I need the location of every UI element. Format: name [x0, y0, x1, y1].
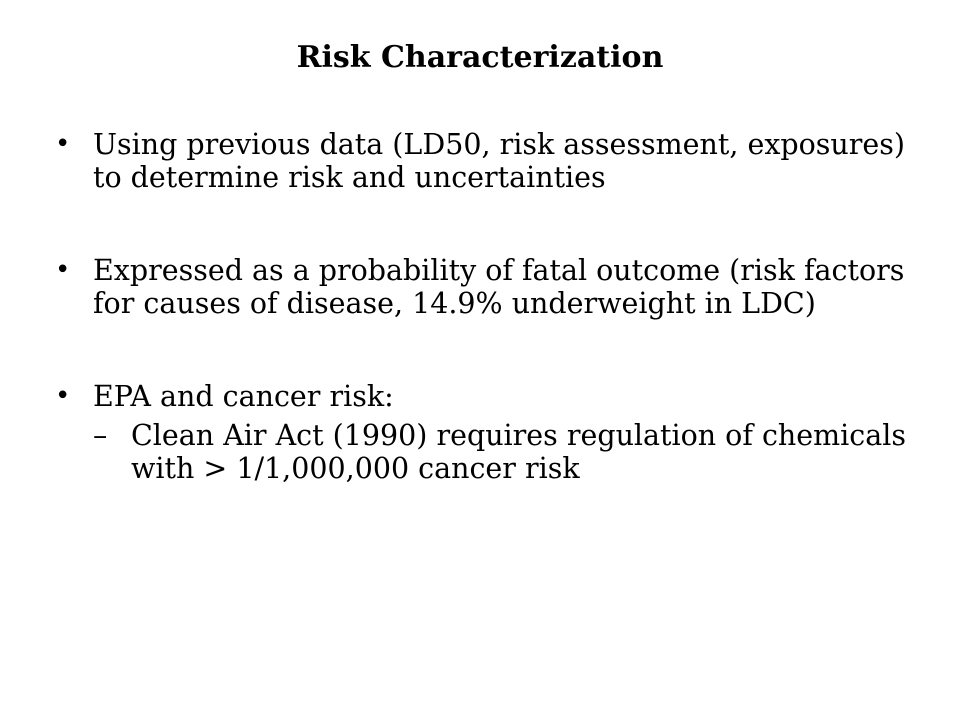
- bullet-text: Using previous data (LD50, risk assessment, exposures) to determine risk and uncertainties: [93, 128, 906, 194]
- sub-bullet-item-clean-air-act: [93, 419, 915, 485]
- bullet-marker: •: [55, 381, 71, 411]
- sub-bullet-list: [93, 419, 915, 485]
- slide-title: Risk Characterization: [296, 40, 664, 75]
- sub-bullet-text: Clean Air Act (1990) requires regulation of chemicals with > 1/1,000,000 cancer risk: [131, 419, 906, 485]
- bullet-item-epa-cancer-risk: [55, 380, 915, 485]
- bullet-item-probability: [55, 254, 915, 320]
- bullet-text: EPA and cancer risk:: [93, 380, 394, 413]
- bullet-text: Expressed as a probability of fatal outcome (risk factors for causes of disease, 14.9% underweight in LDC): [93, 254, 905, 320]
- bullet-item-previous-data: [55, 128, 915, 194]
- bullet-list: [55, 128, 915, 485]
- bullet-marker: •: [55, 129, 71, 159]
- bullet-marker: •: [55, 255, 71, 285]
- sub-bullet-marker: –: [93, 419, 108, 452]
